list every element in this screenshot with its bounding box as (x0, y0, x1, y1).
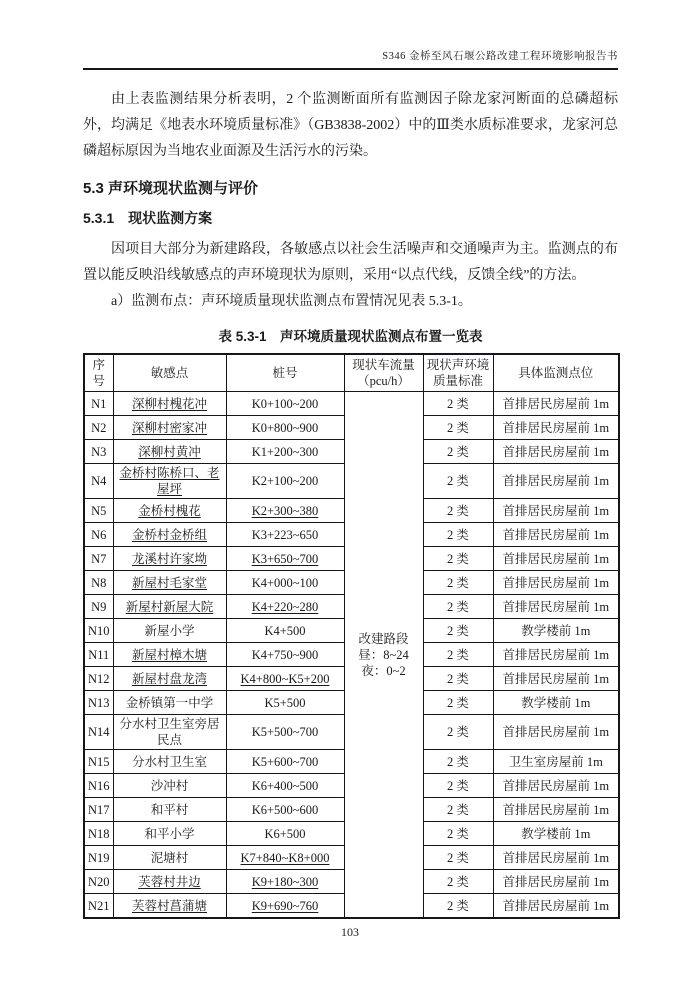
cell-noise-standard: 2 类 (423, 715, 493, 750)
cell-noise-standard: 2 类 (423, 392, 493, 416)
cell-serial: N11 (84, 643, 113, 667)
cell-noise-standard: 2 类 (423, 750, 493, 774)
cell-sensitive-point: 新屋村新屋大院 (113, 595, 226, 619)
cell-sensitive-point: 新屋村樟木塘 (113, 643, 226, 667)
cell-monitoring-location: 首排居民房屋前 1m (493, 846, 619, 870)
cell-serial: N1 (84, 392, 113, 416)
cell-monitoring-location: 首排居民房屋前 1m (493, 464, 619, 499)
cell-traffic-volume-merged (344, 392, 423, 919)
cell-stake-number: K7+840~K8+000 (226, 846, 344, 870)
cell-stake-number: K4+750~900 (226, 643, 344, 667)
cell-stake-number: K4+000~100 (226, 571, 344, 595)
cell-noise-standard: 2 类 (423, 499, 493, 523)
cell-monitoring-location: 首排居民房屋前 1m (493, 798, 619, 822)
cell-sensitive-point: 新屋村盘龙湾 (113, 667, 226, 691)
cell-noise-standard: 2 类 (423, 440, 493, 464)
cell-serial: N5 (84, 499, 113, 523)
cell-stake-number: K5+500~700 (226, 715, 344, 750)
cell-noise-standard: 2 类 (423, 774, 493, 798)
cell-sensitive-point: 沙冲村 (113, 774, 226, 798)
cell-monitoring-location: 首排居民房屋前 1m (493, 715, 619, 750)
cell-monitoring-location: 首排居民房屋前 1m (493, 595, 619, 619)
cell-noise-standard: 2 类 (423, 822, 493, 846)
cell-sensitive-point: 新屋村毛家堂 (113, 571, 226, 595)
cell-noise-standard: 2 类 (423, 798, 493, 822)
cell-sensitive-point: 金桥村陈桥口、老屋坪 (113, 464, 226, 499)
paragraph-monitoring-points: a）监测布点：声环境质量现状监测点布置情况见表 5.3-1。 (111, 294, 472, 309)
cell-sensitive-point: 深柳村槐花冲 (113, 392, 226, 416)
cell-sensitive-point: 金桥村金桥组 (113, 523, 226, 547)
cell-noise-standard: 2 类 (423, 870, 493, 894)
cell-noise-standard: 2 类 (423, 894, 493, 919)
cell-monitoring-location: 教学楼前 1m (493, 822, 619, 846)
cell-noise-standard: 2 类 (423, 595, 493, 619)
cell-serial: N2 (84, 416, 113, 440)
cell-noise-standard: 2 类 (423, 416, 493, 440)
cell-serial: N21 (84, 894, 113, 919)
column-header-3: 现状车流量（pcu/h） (344, 354, 423, 392)
cell-sensitive-point: 分水村卫生室 (113, 750, 226, 774)
cell-monitoring-location: 首排居民房屋前 1m (493, 440, 619, 464)
cell-noise-standard: 2 类 (423, 571, 493, 595)
cell-sensitive-point: 金桥村槐花 (113, 499, 226, 523)
cell-sensitive-point: 深柳村密家冲 (113, 416, 226, 440)
cell-monitoring-location: 首排居民房屋前 1m (493, 547, 619, 571)
cell-stake-number: K9+180~300 (226, 870, 344, 894)
cell-stake-number: K5+500 (226, 691, 344, 715)
cell-serial: N19 (84, 846, 113, 870)
traffic-note-line: 夜：0~2 (361, 663, 406, 678)
cell-noise-standard: 2 类 (423, 523, 493, 547)
cell-serial: N6 (84, 523, 113, 547)
cell-noise-standard: 2 类 (423, 547, 493, 571)
cell-sensitive-point: 芙蓉村菖蒲塘 (113, 894, 226, 919)
cell-sensitive-point: 分水村卫生室旁居民点 (113, 715, 226, 750)
cell-sensitive-point: 和平村 (113, 798, 226, 822)
cell-serial: N7 (84, 547, 113, 571)
cell-monitoring-location: 首排居民房屋前 1m (493, 870, 619, 894)
cell-stake-number: K1+200~300 (226, 440, 344, 464)
cell-serial: N20 (84, 870, 113, 894)
cell-monitoring-location: 首排居民房屋前 1m (493, 667, 619, 691)
cell-serial: N13 (84, 691, 113, 715)
section-heading-5-3: 5.3 声环境现状监测与评价 (83, 180, 259, 197)
cell-serial: N8 (84, 571, 113, 595)
monitoring-table-body (84, 392, 619, 919)
cell-monitoring-location: 教学楼前 1m (493, 619, 619, 643)
cell-monitoring-location: 首排居民房屋前 1m (493, 499, 619, 523)
table-header-row (84, 354, 619, 392)
cell-monitoring-location: 首排居民房屋前 1m (493, 643, 619, 667)
cell-stake-number: K2+300~380 (226, 499, 344, 523)
cell-serial: N15 (84, 750, 113, 774)
cell-stake-number: K3+650~700 (226, 547, 344, 571)
cell-serial: N9 (84, 595, 113, 619)
table-row-N1 (84, 392, 619, 416)
cell-stake-number: K9+690~760 (226, 894, 344, 919)
cell-monitoring-location: 首排居民房屋前 1m (493, 774, 619, 798)
cell-stake-number: K5+600~700 (226, 750, 344, 774)
traffic-note-line: 改建路段 (358, 631, 409, 646)
cell-sensitive-point: 芙蓉村井边 (113, 870, 226, 894)
cell-stake-number: K3+223~650 (226, 523, 344, 547)
page-number: 103 (341, 925, 359, 939)
cell-sensitive-point: 龙溪村许家坳 (113, 547, 226, 571)
cell-stake-number: K0+100~200 (226, 392, 344, 416)
cell-monitoring-location: 首排居民房屋前 1m (493, 894, 619, 919)
cell-sensitive-point: 深柳村黄冲 (113, 440, 226, 464)
cell-sensitive-point: 金桥镇第一中学 (113, 691, 226, 715)
cell-monitoring-location: 首排居民房屋前 1m (493, 392, 619, 416)
cell-monitoring-location: 卫生室房屋前 1m (493, 750, 619, 774)
paragraph-monitoring-plan: 因项目大部分为新建路段，各敏感点以社会生活噪声和交通噪声为主。监测点的布置以能反映沿线敏感点的声环境现状为原则，采用“以点代线，反馈全线”的方法。 (83, 242, 618, 283)
cell-serial: N12 (84, 667, 113, 691)
cell-stake-number: K6+500~600 (226, 798, 344, 822)
cell-noise-standard: 2 类 (423, 643, 493, 667)
cell-noise-standard: 2 类 (423, 691, 493, 715)
cell-stake-number: K2+100~200 (226, 464, 344, 499)
cell-sensitive-point: 新屋小学 (113, 619, 226, 643)
cell-stake-number: K6+400~500 (226, 774, 344, 798)
cell-serial: N10 (84, 619, 113, 643)
cell-stake-number: K6+500 (226, 822, 344, 846)
column-header-4: 现状声环境质量标准 (423, 354, 493, 392)
cell-monitoring-location: 首排居民房屋前 1m (493, 523, 619, 547)
cell-noise-standard: 2 类 (423, 619, 493, 643)
column-header-0: 序号 (84, 354, 113, 392)
monitoring-points-table (83, 353, 620, 919)
paragraph-water-quality-conclusion: 由上表监测结果分析表明，2 个监测断面所有监测因子除龙家河断面的总磷超标外，均满足《地表水环境质量标准》（GB3838-2002）中的Ⅲ类水质标准要求，龙家河总磷超标原因为当地农业面源及生活污水的污染。 (83, 92, 618, 159)
cell-stake-number: K4+220~280 (226, 595, 344, 619)
cell-sensitive-point: 和平小学 (113, 822, 226, 846)
section-heading-5-3-1: 5.3.1 现状监测方案 (83, 210, 213, 226)
cell-stake-number: K0+800~900 (226, 416, 344, 440)
cell-serial: N4 (84, 464, 113, 499)
cell-monitoring-location: 教学楼前 1m (493, 691, 619, 715)
cell-stake-number: K4+500 (226, 619, 344, 643)
cell-stake-number: K4+800~K5+200 (226, 667, 344, 691)
column-header-2: 桩号 (226, 354, 344, 392)
column-header-5: 具体监测点位 (493, 354, 619, 392)
cell-serial: N14 (84, 715, 113, 750)
cell-serial: N16 (84, 774, 113, 798)
cell-monitoring-location: 首排居民房屋前 1m (493, 571, 619, 595)
column-header-1: 敏感点 (113, 354, 226, 392)
running-header: S346 金桥至风石堰公路改建工程环境影响报告书 (83, 48, 618, 70)
traffic-note-line: 昼：8~24 (358, 647, 409, 662)
cell-serial: N17 (84, 798, 113, 822)
cell-serial: N3 (84, 440, 113, 464)
cell-serial: N18 (84, 822, 113, 846)
cell-noise-standard: 2 类 (423, 667, 493, 691)
cell-sensitive-point: 泥塘村 (113, 846, 226, 870)
cell-noise-standard: 2 类 (423, 464, 493, 499)
table-title: 表 5.3-1 声环境质量现状监测点布置一览表 (218, 329, 483, 344)
cell-noise-standard: 2 类 (423, 846, 493, 870)
cell-monitoring-location: 首排居民房屋前 1m (493, 416, 619, 440)
